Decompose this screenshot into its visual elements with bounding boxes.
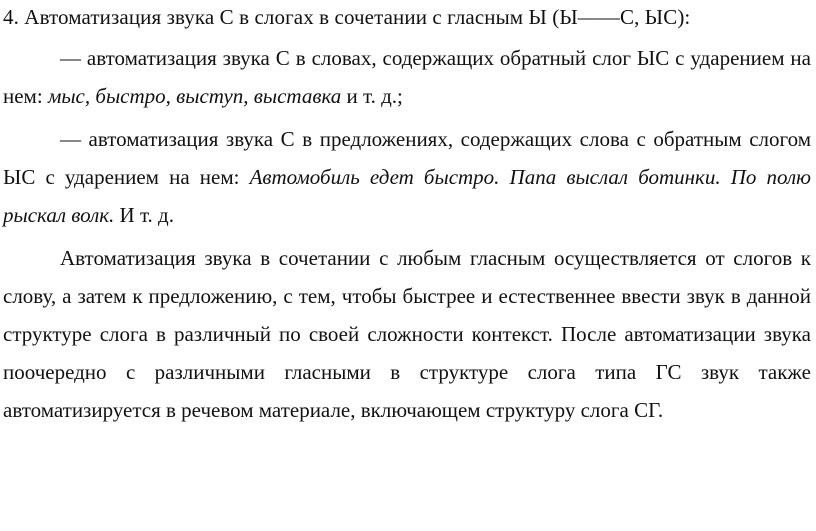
- section-heading: [3, 0, 811, 34]
- bullet-sentences-lead: — автоматизация звука С в предложениях, содержащих слова с обратным слогом ЫС с ударением на нем:: [3, 127, 811, 189]
- section-heading-text: 4. Автоматизация звука С в слогах в сочетании с гласным Ы (Ы——С, ЫС):: [3, 5, 691, 29]
- main-paragraph-text: Автоматизация звука в сочетании с любым гласным осуществляется от слогов к слову, а затем к предложению, с тем, чтобы быстрее и естественнее ввести звук в данной структуре слога в различный по своей сложности контекст. После автоматизации звука поочередно с различными гласными в структуре слога типа ГС звук также автоматизируется в речевом материале, включающем структуру слога СГ.: [3, 246, 811, 422]
- bullet-words-lead: — автоматизация звука С в словах, содержащих обратный слог ЫС с ударением на нем:: [3, 46, 811, 108]
- bullet-sentences-paragraph: [3, 120, 811, 234]
- main-paragraph: [3, 239, 811, 429]
- bullet-sentences-examples: Автомобиль едет быстро. Папа выслал ботинки. По полю рыскал волк.: [3, 165, 811, 227]
- bullet-words-paragraph: [3, 39, 811, 115]
- bullet-words-tail: и т. д.;: [341, 84, 403, 108]
- bullet-words-examples: мыс, быстро, выступ, выставка: [47, 84, 342, 108]
- bullet-sentences-tail: И т. д.: [114, 203, 174, 227]
